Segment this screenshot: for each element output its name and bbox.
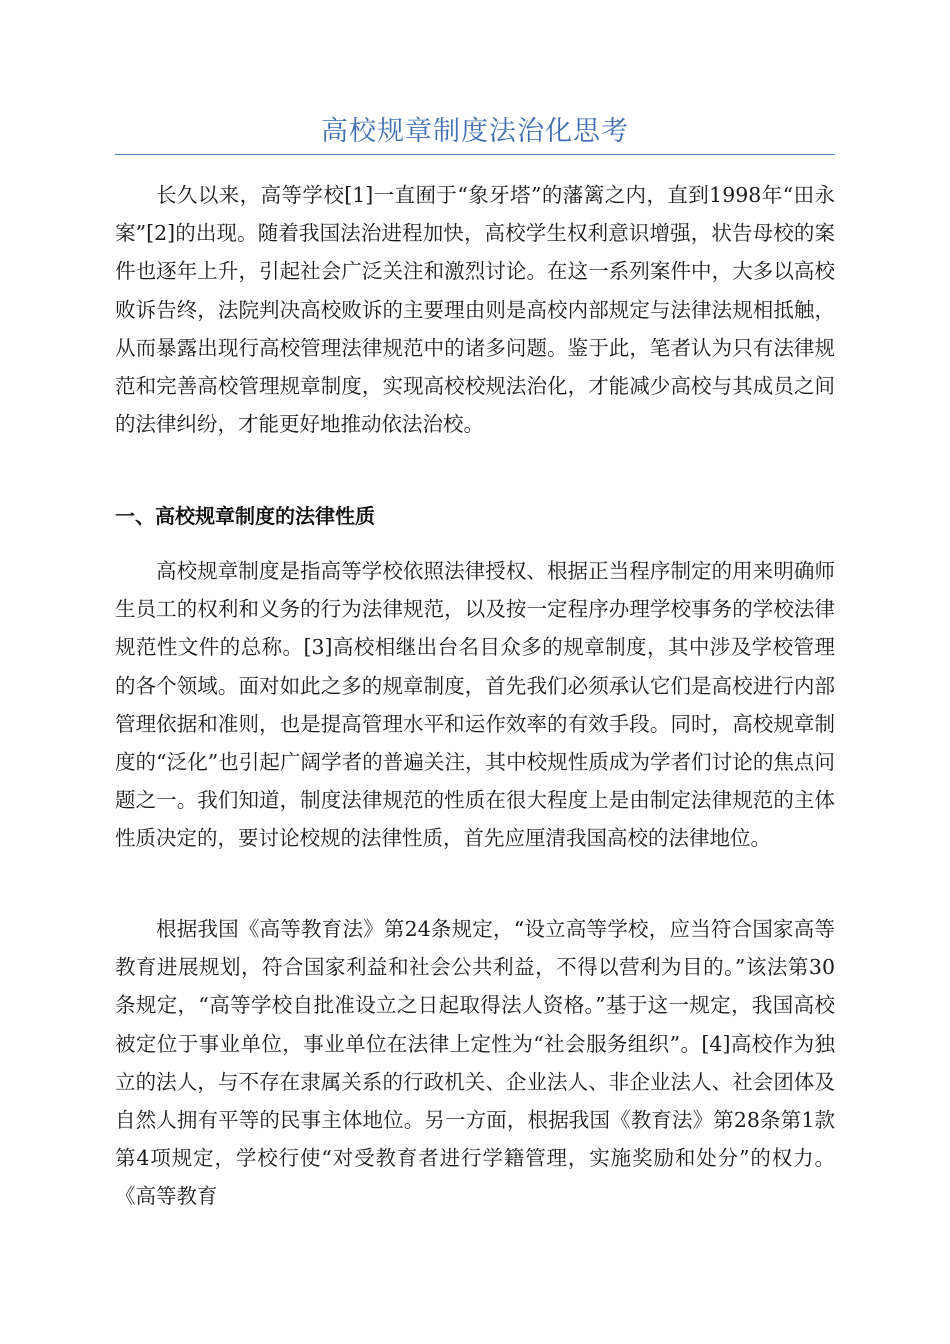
section-paragraph-1: 高校规章制度是指高等学校依照法律授权、根据正当程序制定的用来明确师生员工的权利和义务的行为法律规范，以及按一定程序办理学校事务的学校法律规范性文件的总称。[3]高校相继出台名目众多的规章制度，其中涉及学校管理的各个领域。面对如此之多的规章制度，首先我们必须承认它们是高校进行内部管理依据和准则，也是提高管理水平和运作效率的有效手段。同时，高校规章制度的“泛化”也引起广阔学者的普遍关注，其中校规性质成为学者们讨论的焦点问题之一。我们知道，制度法律规范的性质在很大程度上是由制定法律规范的主体性质决定的，要讨论校规的法律性质，首先应厘清我国高校的法律地位。 <box>115 559 835 851</box>
section-heading: 一、高校规章制度的法律性质 <box>115 504 375 528</box>
intro-paragraph: 长久以来，高等学校[1]一直囿于“象牙塔”的藩篱之内，直到1998年“田永案”[2]的出现。随着我国法治进程加快，高校学生权利意识增强，状告母校的案件也逐年上升，引起社会广泛关注和激烈讨论。在这一系列案件中，大多以高校败诉告终，法院判决高校败诉的主要理由则是高校内部规定与法律法规相抵触，从而暴露出现行高校管理法律规范中的诸多问题。鉴于此，笔者认为只有法律规范和完善高校管理规章制度，实现高校校规法治化，才能减少高校与其成员之间的法律纠纷，才能更好地推动依法治校。 <box>115 183 835 437</box>
section-paragraph-2: 根据我国《高等教育法》第24条规定，“设立高等学校，应当符合国家高等教育进展规划，符合国家利益和社会公共利益，不得以营利为目的。”该法第30条规定，“高等学校自批准设立之日起取得法人资格。”基于这一规定，我国高校被定位于事业单位，事业单位在法律上定性为“社会服务组织”。[4]高校作为独立的法人，与不存在隶属关系的行政机关、企业法人、非企业法人、社会团体及自然人拥有平等的民事主体地位。另一方面，根据我国《教育法》第28条第1款第4项规定，学校行使“对受教育者进行学籍管理，实施奖励和处分”的权力。《高等教育 <box>115 917 835 1209</box>
document-title: 高校规章制度法治化思考 <box>321 116 629 147</box>
title-underline-rule <box>115 154 835 155</box>
